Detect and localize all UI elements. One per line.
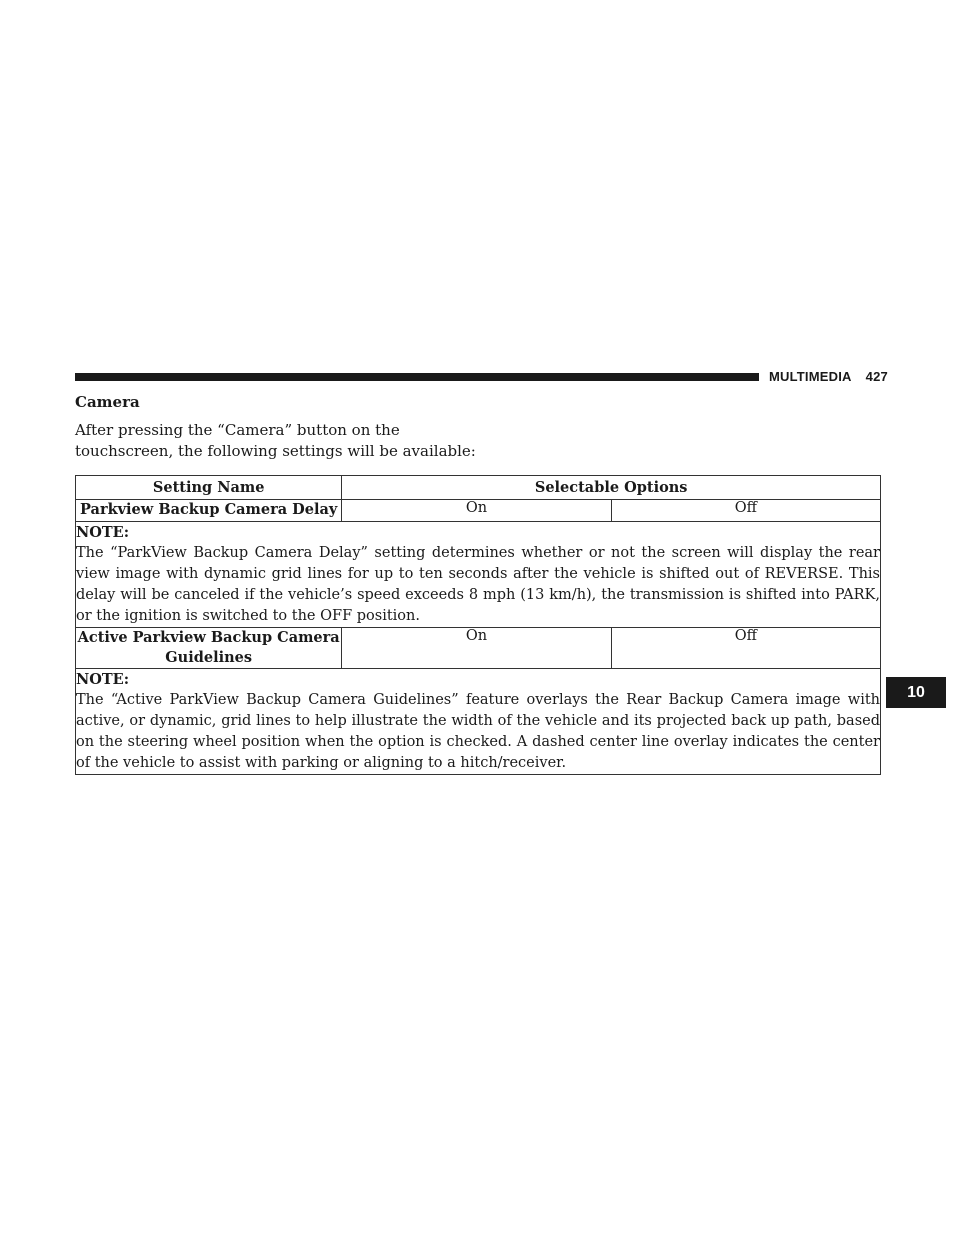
header-setting-name: Setting Name xyxy=(76,476,342,500)
section-title: Camera xyxy=(75,393,140,411)
note-cell xyxy=(76,522,881,628)
option-off-cell: Off xyxy=(611,628,880,669)
setting-name-cell: Active Parkview Backup Camera Guidelines xyxy=(76,628,342,669)
option-on-cell: On xyxy=(342,500,611,522)
running-header xyxy=(769,369,888,384)
table-row xyxy=(76,500,881,522)
chapter-tab: 10 xyxy=(886,677,946,708)
option-off-cell: Off xyxy=(611,500,880,522)
option-on-cell: On xyxy=(342,628,611,669)
header-section-title: MULTIMEDIA xyxy=(769,369,852,384)
camera-settings-table xyxy=(75,475,881,775)
note-row xyxy=(76,522,881,628)
header-rule xyxy=(75,373,759,381)
note-text: The “ParkView Backup Camera Delay” setting determines whether or not the screen will display the rear view image with dynamic grid lines for up to ten seconds after the vehicle is shifted out of REVERSE. This delay will be canceled if the vehicle’s speed exceeds 8 mph (13 km/h), the transmission is shifted into PARK, or the ignition is switched to the OFF position. xyxy=(76,545,880,624)
setting-name-cell: Parkview Backup Camera Delay xyxy=(76,500,342,522)
note-label: NOTE: xyxy=(76,671,130,688)
page-number: 427 xyxy=(865,369,888,384)
header-selectable-options: Selectable Options xyxy=(342,476,881,500)
intro-paragraph: After pressing the “Camera” button on the touchscreen, the following settings will be available: xyxy=(75,421,476,460)
note-row xyxy=(76,669,881,775)
table-row xyxy=(76,628,881,669)
table-header-row xyxy=(76,476,881,500)
note-text: The “Active ParkView Backup Camera Guidelines” feature overlays the Rear Backup Camera image with active, or dynamic, grid lines to help illustrate the width of the vehicle and its projected back up path, based on the steering wheel position when the option is checked. A dashed center line overlay indicates the center of the vehicle to assist with parking or aligning to a hitch/receiver. xyxy=(76,692,880,771)
note-label: NOTE: xyxy=(76,524,130,541)
note-cell xyxy=(76,669,881,775)
